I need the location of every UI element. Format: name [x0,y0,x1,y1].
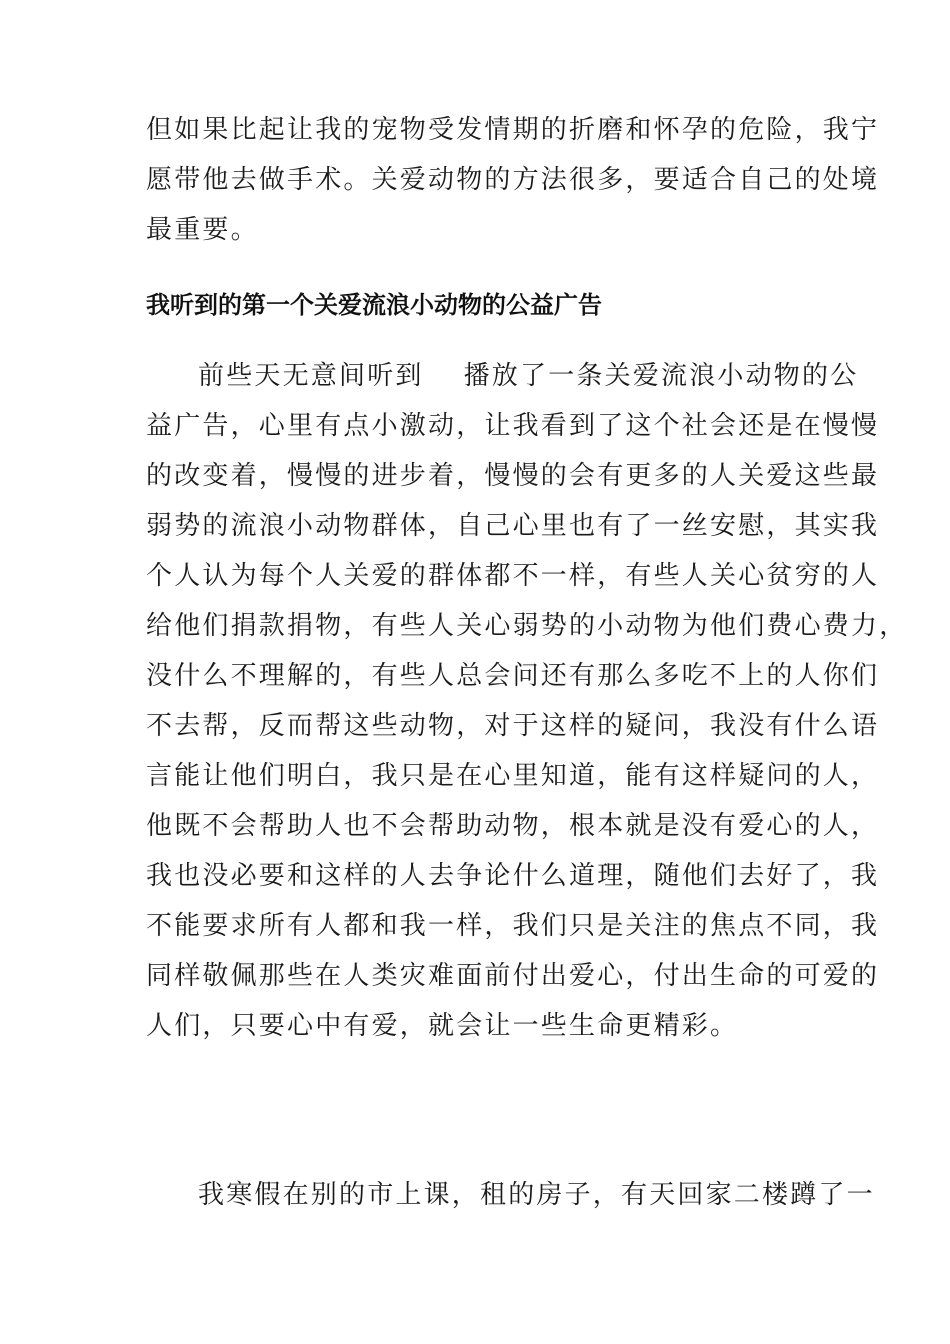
text-line: 我也没必要和这样的人去争论什么道理，随他们去好了，我 [146,861,880,891]
text-line: 弱势的流浪小动物群体，自己心里也有了一丝安慰，其实我 [146,511,880,541]
text-segment: 播放了一条关爱流浪小动物的公 [463,361,859,391]
section-heading: 我听到的第一个关爱流浪小动物的公益广告 [146,291,602,319]
paragraph-top [146,105,880,255]
text-segment: 前些天无意间听到 [198,361,424,391]
text-line: 言能让他们明白，我只是在心里知道，能有这样疑问的人， [146,761,880,791]
text-line: 益广告，心里有点小激动，让我看到了这个社会还是在慢慢 [146,411,880,441]
text-line: 给他们捐款捐物，有些人关心弱势的小动物为他们费心费力， [146,611,908,641]
text-line: 我寒假在别的市上课，租的房子，有天回家二楼蹲了一 [198,1180,875,1210]
text-line: 人们，只要心中有爱，就会让一些生命更精彩。 [146,1011,739,1041]
text-line: 愿带他去做手术。关爱动物的方法很多，要适合自己的处境 [146,165,880,195]
text-line: 最重要。 [146,215,259,245]
text-line: 不能要求所有人都和我一样，我们只是关注的焦点不同，我 [146,911,880,941]
text-line: 同样敬佩那些在人类灾难面前付出爱心，付出生命的可爱的 [146,961,880,991]
paragraph-main [146,351,908,1051]
text-line-first [146,351,859,401]
text-line: 但如果比起让我的宠物受发情期的折磨和怀孕的危险，我宁 [146,115,880,145]
text-line: 个人认为每个人关爱的群体都不一样，有些人关心贫穷的人 [146,561,880,591]
paragraph-bottom [146,1170,875,1220]
text-line: 他既不会帮助人也不会帮助动物，根本就是没有爱心的人， [146,811,880,841]
text-line: 的改变着，慢慢的进步着，慢慢的会有更多的人关爱这些最 [146,461,880,491]
text-line: 没什么不理解的，有些人总会问还有那么多吃不上的人你们 [146,661,880,691]
text-line: 不去帮，反而帮这些动物，对于这样的疑问，我没有什么语 [146,711,880,741]
